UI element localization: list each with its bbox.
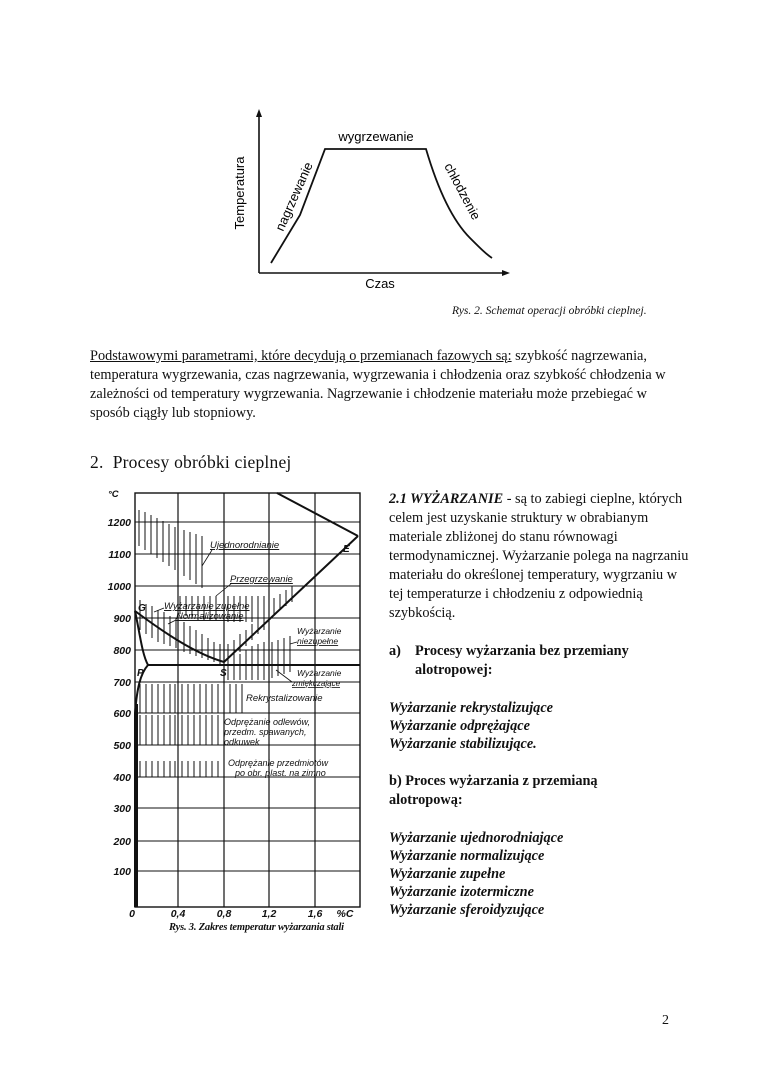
- schematic-svg: [230, 108, 510, 293]
- y-tick-1200: 1200: [107, 517, 131, 529]
- list-item: Wyżarzanie ujednorodniające: [389, 830, 564, 846]
- list-item: Wyżarzanie zupełne: [389, 866, 506, 882]
- x-tick-1-2: 1,2: [261, 908, 277, 920]
- group-a-title: Procesy wyżarzania bez przemiany alotropowej:: [415, 643, 629, 678]
- label-cold-work-2: po obr. plast. na zimno: [235, 768, 326, 778]
- group-b-heading: b) Proces wyżarzania z przemianą alotropową:: [389, 773, 598, 808]
- x-unit-label: %C: [336, 908, 354, 920]
- point-e: E: [343, 544, 350, 555]
- stage-cooling-label: chłodzenie: [441, 160, 484, 223]
- y-tick-300: 300: [113, 803, 131, 815]
- y-tick-600: 600: [113, 708, 131, 720]
- section-heading: [90, 452, 291, 473]
- y-tick-500: 500: [113, 740, 131, 752]
- y-axis-label: Temperatura: [232, 156, 247, 230]
- point-s: S: [220, 668, 227, 679]
- y-tick-800: 800: [113, 645, 131, 657]
- y-tick-900: 900: [113, 613, 131, 625]
- label-stress-relief-3: odkuwek: [224, 737, 260, 747]
- label-full-annealing: Wyżarzanie zupełne: [164, 601, 250, 612]
- y-tick-100: 100: [113, 866, 131, 878]
- x-tick-1-6: 1,6: [307, 908, 323, 920]
- group-a-marker: a): [389, 643, 401, 659]
- diagram-svg: [96, 484, 376, 924]
- point-p: P: [137, 668, 144, 679]
- point-g: G: [138, 603, 146, 614]
- annealing-range-diagram: [96, 484, 376, 929]
- x-tick-0-8: 0,8: [216, 908, 232, 920]
- parameters-paragraph: [90, 347, 690, 423]
- list-item: Wyżarzanie stabilizujące.: [389, 736, 537, 752]
- label-homogenizing: Ujednorodnianie: [210, 540, 280, 551]
- annealing-title: 2.1 WYŻARZANIE: [389, 491, 504, 507]
- label-overheating: Przegrzewanie: [230, 574, 293, 585]
- y-tick-1000: 1000: [107, 581, 131, 593]
- group-a-heading: [389, 642, 689, 680]
- label-normalizing: Normalizowanie: [176, 611, 244, 622]
- page-number: 2: [662, 1013, 669, 1028]
- y-tick-200: 200: [113, 836, 131, 848]
- underlined-lead: Podstawowymi parametrami, które decydują o przemianach fazowych są:: [90, 348, 512, 364]
- label-incomplete-2: niezupełne: [297, 636, 339, 646]
- label-cold-work-1: Odprężanie przedmiotów: [228, 758, 329, 768]
- stage-soaking-label: wygrzewanie: [338, 129, 414, 144]
- annealing-intro: [389, 490, 689, 623]
- x-tick-0-4: 0,4: [170, 908, 186, 920]
- x-tick-0: 0: [129, 908, 135, 920]
- list-item: Wyżarzanie normalizujące: [389, 848, 545, 864]
- annealing-section: [389, 490, 689, 919]
- label-stress-relief-1: Odprężanie odlewów,: [224, 717, 311, 727]
- y-tick-1100: 1100: [108, 549, 131, 561]
- section-title: Procesy obróbki cieplnej: [112, 452, 292, 472]
- paragraph-rest: szybkość nagrzewania, temperatura wygrzewania, czas nagrzewania, wygrzewania i chłodzenia oraz szybkość chłodzenia w zależności od temperatury wygrzewania. Nagrzewanie i chłodzenie materiału może przebiegać w sposób ciągły lub stopniowy.: [90, 348, 666, 421]
- y-tick-400: 400: [113, 772, 131, 784]
- section-number: 2.: [90, 452, 104, 472]
- stage-heating-label: nagrzewanie: [272, 159, 316, 234]
- heat-treatment-schematic: [230, 108, 510, 298]
- group-a-list: [389, 699, 689, 753]
- list-item: Wyżarzanie odprężające: [389, 718, 530, 734]
- figure-3-caption: Rys. 3. Zakres temperatur wyżarzania stali: [169, 922, 344, 933]
- label-recrystallizing: Rekrystalizowanie: [246, 693, 323, 704]
- label-softening-1: Wyżarzanie: [297, 668, 342, 678]
- list-item: Wyżarzanie sferoidyzujące: [389, 902, 545, 918]
- x-axis-label: Czas: [365, 276, 395, 291]
- y-unit-label: °C: [108, 489, 119, 500]
- label-stress-relief-2: przedm. spawanych,: [224, 727, 307, 737]
- group-b-list: [389, 829, 689, 919]
- y-tick-700: 700: [113, 677, 131, 689]
- list-item: Wyżarzanie izotermiczne: [389, 884, 534, 900]
- label-softening-2: zmiękczające: [292, 679, 341, 688]
- label-incomplete-1: Wyżarzanie: [297, 626, 342, 636]
- annealing-description: - są to zabiegi cieplne, których celem jest uzyskanie struktury w obrabianym materiale zbliżonej do stanu równowagi termodynamicznej. Wyżarzanie polega na nagrzaniu materiału do określonej temperatury, wygrzaniu w tej temperaturze i chłodzeniu z odpowiednią szybkością.: [389, 491, 689, 621]
- figure-2-caption: Rys. 2. Schemat operacji obróbki cieplnej.: [452, 305, 647, 317]
- list-item: Wyżarzanie rekrystalizujące: [389, 700, 554, 716]
